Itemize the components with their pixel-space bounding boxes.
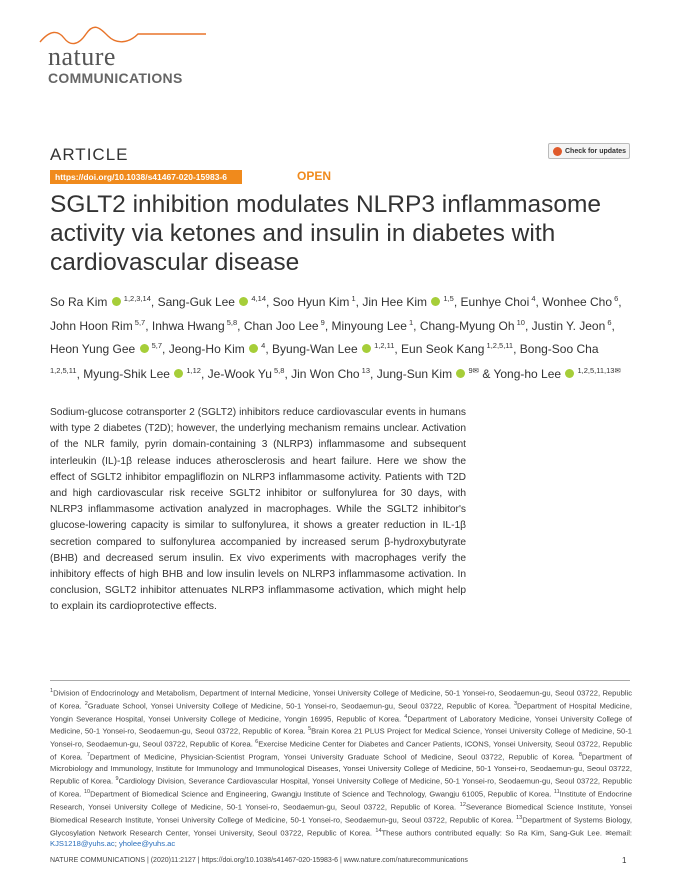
author-affiliation-sup: 6 xyxy=(605,317,612,327)
author xyxy=(50,319,145,333)
author-name: Eunhye Choi xyxy=(460,295,530,309)
author-affiliation-sup: 6 xyxy=(612,294,619,303)
affiliation-number: 8 xyxy=(578,752,582,759)
affiliation-text: Graduate School, Yonsei University College of Medicine, 50-1 Yonsei-ro, Seodaemun-gu, Seoul 03722, Republic of Korea. xyxy=(87,701,514,711)
orcid-icon[interactable] xyxy=(112,297,121,306)
affiliation-number: 6 xyxy=(255,739,259,746)
author xyxy=(158,295,266,309)
affiliation-number: 7 xyxy=(86,752,90,759)
article-type-label: ARTICLE xyxy=(50,145,129,164)
orcid-icon[interactable] xyxy=(140,344,149,353)
affiliation-number: 2 xyxy=(84,700,88,707)
affiliation-text: Department of Biomedical Science and Engineering, Gwangju Institute of Science and Technology, Gwangju 61005, Republic of Korea. xyxy=(90,789,554,799)
affiliation-text: Department of Hospital Medicine, Yongin Severance Hospital, Yonsei University College of Medicine, Yongin 16995, Republic of Korea. xyxy=(50,701,632,724)
author-affiliation-sup: 9✉ xyxy=(466,365,479,375)
affiliation-text: Institute of Endocrine Research, Yonsei University College of Medicine, 50-1 Yonsei-ro, Seodaemun-gu, Seoul 03722, Republic of Korea. xyxy=(50,789,632,812)
affiliation-number: 5 xyxy=(308,726,312,733)
author-affiliation-sup: 1 xyxy=(406,317,414,327)
page-number: 1 xyxy=(622,856,627,865)
author xyxy=(50,295,151,309)
author-affiliation-sup: 4,14 xyxy=(249,294,266,303)
author-affiliation-sup: 1,2,11 xyxy=(371,341,395,350)
check-updates-icon xyxy=(553,147,562,156)
orcid-icon[interactable] xyxy=(565,369,574,378)
orcid-icon[interactable] xyxy=(239,297,248,306)
logo-communications: COMMUNICATIONS xyxy=(48,70,183,86)
open-access-label: OPEN xyxy=(297,169,332,183)
affiliation-text: Exercise Medicine Center for Diabetes and Cancer Patients, ICONS, Yonsei University, Seoul 03722, Republic of Korea. xyxy=(50,739,632,762)
author-affiliation-sup: 5,7 xyxy=(149,341,163,350)
author-name: Chang-Myung Oh xyxy=(419,318,515,333)
affiliation-number: 11 xyxy=(553,789,560,796)
doi-link[interactable]: https://doi.org/10.1038/s41467-020-15983-6 xyxy=(50,170,242,184)
author-affiliation-sup: 4 xyxy=(529,294,536,303)
author-name: Jin Won Cho xyxy=(291,366,360,381)
check-updates-label: Check for updates xyxy=(565,147,627,155)
author-affiliation-sup: 9 xyxy=(318,317,325,327)
affiliation-number: 3 xyxy=(513,700,518,707)
author-name: Jeong-Ho Kim xyxy=(168,342,245,356)
author xyxy=(532,319,612,333)
affiliation-number: 13 xyxy=(516,814,523,821)
author xyxy=(169,342,266,356)
author xyxy=(461,295,536,309)
affiliation-number: 9 xyxy=(115,776,119,783)
affiliation-text: Cardiology Division, Severance Cardiovascular Hospital, Yonsei University College of Medicine, 50-1 Yonsei-ro, Seodaemun-gu, Seoul 03722, Republic of Korea. xyxy=(50,776,632,799)
author-name: Inhwa Hwang xyxy=(151,318,225,333)
orcid-icon[interactable] xyxy=(456,369,465,378)
author-affiliation-sup: 1,2,5,11,13✉ xyxy=(575,365,621,375)
affiliation-text: Severance Biomedical Science Institute, Yonsei Biomedical Research Institute, Yonsei University College of Medicine, 50-1 Yonsei-ro, Seodaemun-gu, Seoul 03722, Republic of Korea. xyxy=(50,802,632,825)
author-name: Justin Y. Jeon xyxy=(531,318,606,333)
author-name: Byung-Wan Lee xyxy=(272,342,358,356)
author xyxy=(291,367,370,381)
orcid-icon[interactable] xyxy=(174,369,183,378)
author-name: So Ra Kim xyxy=(50,295,108,309)
email-link-2[interactable]: yholee@yuhs.ac xyxy=(118,839,176,849)
author-name: Heon Yung Gee xyxy=(50,342,136,356)
author xyxy=(152,319,237,333)
author xyxy=(331,319,413,333)
author-affiliation-sup: 10 xyxy=(514,317,525,327)
affiliation-text: Brain Korea 21 PLUS Project for Medical Science, Yonsei University College of Medicine, 50-1 Yonsei-ro, Seodaemun-gu, Seoul 03722, Republic of Korea. xyxy=(50,727,632,749)
email-label: email: xyxy=(611,828,632,838)
author-affiliation-sup: 1 xyxy=(349,294,356,303)
author-affiliation-sup: 5,8 xyxy=(271,365,285,375)
author-name: John Hoon Rim xyxy=(50,318,133,333)
author-name: Jin Hee Kim xyxy=(362,295,427,309)
author xyxy=(244,319,325,333)
affiliation-number: 1 xyxy=(50,688,54,694)
author xyxy=(542,295,618,309)
author xyxy=(401,342,513,356)
author-affiliation-sup: 5,8 xyxy=(224,317,238,327)
affiliation-number: 12 xyxy=(459,801,466,808)
author-affiliation-sup: 1,2,3,14 xyxy=(121,294,151,303)
affiliation-text: Division of Endocrinology and Metabolism, Department of Internal Medicine, Yonsei University College of Medicine, 50-1 Yonsei-ro, Seodaemun-gu, Seoul 03722, Republic of Korea. xyxy=(50,688,632,711)
author xyxy=(273,295,356,309)
author-name: Eun Seok Kang xyxy=(401,342,485,356)
author-name: Chan Joo Lee xyxy=(243,318,319,333)
author-affiliation-sup: 13 xyxy=(359,365,371,375)
affiliation-text: Department of Laboratory Medicine, Yonsei University College of Medicine, 50-1 Yonsei-ro, Seodaemun-gu, Seoul 03722, Republic of Korea. xyxy=(50,714,632,737)
affiliation-text: These authors contributed equally: So Ra Kim, Sang-Guk Lee. xyxy=(381,828,606,838)
check-updates-button[interactable] xyxy=(548,143,630,159)
author-affiliation-sup: 1,12 xyxy=(184,365,201,375)
affiliation-text: Department of Systems Biology, Glycosylation Network Research Center, Yonsei University, Seoul 03722, Republic of Korea. xyxy=(50,815,632,838)
author xyxy=(50,342,162,356)
author-list: So Ra Kim $^{1,2,3,14}$, Sang-Guk Lee $^{4,14}$, Soo Hyun Kim $^1$, Jin Hee Kim $^{1,5}$, Eunhye Choi $^4$, Wonhee Cho $^6$, John Hoon Rim $^{5,7}$, Inhwa Hwang $^{5,8}$, Chan Joo Lee $^9$, Minyoung Lee $^1$, Chang-Myung Oh $^{10}$, Justin Y. Jeon $^6$, Heon Yung Gee $^{5,7}$, Jeong-Ho Kim $^4$, Byung-Wan Lee $^{1,2,11}$, Eun Seok Kang $^{1,2,5,11}$, Bong-Soo Cha $^{1,2,5,11}$, Myung-Shik Lee $^{1,12}$, Je-Wook Yu $^{5,8}$, Jin Won Cho $^{13}$, Jung-Sun Kim $^{9✉}$ & Yong-ho Lee $^{1,2,5,11,13✉}$ xyxy=(50,294,622,381)
affiliation-number: 4 xyxy=(404,713,408,720)
author-name: Je-Wook Yu xyxy=(207,366,272,381)
page-footer: NATURE COMMUNICATIONS | (2020)11:2127 | https://doi.org/10.1038/s41467-020-15983-6 | www.nature.com/naturecommunications xyxy=(50,857,468,864)
author xyxy=(272,342,394,356)
author-name: Jung-Sun Kim xyxy=(376,366,453,381)
author-affiliation-sup: 4 xyxy=(259,341,266,350)
author-name: Yong-ho Lee xyxy=(493,366,562,381)
author xyxy=(420,319,525,333)
article-title: SGLT2 inhibition modulates NLRP3 inflammasome activity via ketones and insulin in diabetes with cardiovascular disease xyxy=(50,191,602,276)
orcid-icon[interactable] xyxy=(362,344,371,353)
affiliation-number: 14 xyxy=(375,827,382,834)
affiliations-divider xyxy=(50,680,630,681)
author-affiliation-sup: 1,2,5,11 xyxy=(50,365,77,375)
affiliations: $^1$Division of Endocrinology and Metabolism, Department of Internal Medicine, Yonsei University College of Medicine, 50-1 Yonsei-ro, Seodaemun-gu, Seoul 03722, Republic of Korea. $^2$Graduate School, Yonsei University College of Medicine, 50-1 Yonsei-ro, Seodaemun-gu, Seoul 03722, Republic of Korea. $^3$Department of Hospital Medicine, Yongin Severance Hospital, Yonsei University College of Medicine, Yongin 16995, Republic of Korea. $^4$Department of Laboratory Medicine, Yonsei University College of Medicine, 50-1 Yonsei-ro, Seodaemun-gu, Seoul 03722, Republic of Korea. $^5$Brain Korea 21 PLUS Project for Medical Science, Yonsei University College of Medicine, 50-1 Yonsei-ro, Seodaemun-gu, Seoul 03722, Republic of Korea. $^6$Exercise Medicine Center for Diabetes and Cancer Patients, ICONS, Yonsei University, Seoul 03722, Republic of Korea. $^7$Department of Medicine, Physician-Scientist Program, Yonsei University Graduate School of Medicine, Seoul 03722, Republic of Korea. $^8$Department of Microbiology and Immunology, Institute for Immunology and Immunological Diseases, Yonsei University College of Medicine, 50-1 Yonsei-ro, Seodaemun-gu, Seoul 03722, Republic of Korea. $^9$Cardiology Division, Severance Cardiovascular Hospital, Yonsei University College of Medicine, 50-1 Yonsei-ro, Seodaemun-gu, Seoul 03722, Republic of Korea. $^{10}$Department of Biomedical Science and Engineering, Gwangju Institute of Science and Technology, Gwangju 61005, Republic of Korea. $^{11}$Institute of Endocrine Research, Yonsei University College of Medicine, 50-1 Yonsei-ro, Seodaemun-gu, Seoul 03722, Republic of Korea. $^{12}$Severance Biomedical Science Institute, Yonsei Biomedical Research Institute, Yonsei University College of Medicine, 50-1 Yonsei-ro, Seodaemun-gu, Seoul 03722, Republic of Korea. $^{13}$Department of Systems Biology, Glycosylation Network Research Center, Yonsei University, Seoul 03722, Republic of Korea. $^{14}$These authors contributed equally: So Ra Kim, Sang-Guk Lee. ✉email: KJS1218@yuhs.ac; yholee@yuhs.ac xyxy=(50,688,632,849)
affiliation-text: Department of Medicine, Physician-Scientist Program, Yonsei University Graduate School of Medicine, Seoul 03722, Republic of Korea. xyxy=(89,752,579,762)
author-affiliation-sup: 1,5 xyxy=(441,294,454,303)
author xyxy=(208,367,285,381)
affiliation-number: 10 xyxy=(83,789,91,796)
author-affiliation-sup: 5,7 xyxy=(132,317,146,327)
envelope-icon: ✉ xyxy=(605,828,612,838)
author xyxy=(83,367,201,381)
author-name: Myung-Shik Lee xyxy=(83,366,170,381)
author-name: Minyoung Lee xyxy=(331,318,407,333)
journal-logo xyxy=(38,26,208,86)
affiliation-text: Department of Microbiology and Immunology, Institute for Immunology and Immunological Diseases, Yonsei University College of Medicine, 50-1 Yonsei-ro, Seodaemun-gu, Seoul 03722, Republic of Korea. xyxy=(50,752,632,786)
author-name: Bong-Soo Cha xyxy=(519,342,599,356)
author-affiliation-sup: 1,2,5,11 xyxy=(484,341,514,350)
logo-nature: nature xyxy=(48,42,116,71)
author-name: Wonhee Cho xyxy=(542,295,613,309)
email-link-1[interactable]: KJS1218@yuhs.ac xyxy=(50,839,115,849)
author: & Yong-ho Lee $^{1,2,5,11,13✉}$ xyxy=(482,365,621,381)
orcid-icon[interactable] xyxy=(431,297,440,306)
author-name: Soo Hyun Kim xyxy=(272,295,350,309)
author xyxy=(377,367,479,381)
author-name: Sang-Guk Lee xyxy=(157,295,235,309)
orcid-icon[interactable] xyxy=(249,344,258,353)
author xyxy=(362,295,454,309)
abstract: Sodium-glucose cotransporter 2 (SGLT2) inhibitors reduce cardiovascular events in humans with type 2 diabetes (T2D); however, the underlying mechanism remains unclear. Activation of the NLR family, pyrin domain-containing 3 (NLRP3) inflammasome and subsequent interleukin (IL)-1β release induces atherosclerosis and heart failure. Here we show the effect of SGLT2 inhibitor empagliflozin on NLRP3 inflammasome activity. Patients with T2D and high cardiovascular risk receive SGLT2 inhibitor or sulfonylurea for 30 days, with NLRP3 inflammasome activation analyzed in macrophages. While the SGLT2 inhibitor's glucose-lowering capacity is similar to sulfonylurea, it shows a greater reduction in IL-1β secretion compared to sulfonylurea accompanied by increased serum β-hydroxybutyrate (BHB) and decreased serum insulin. Ex vivo experiments with macrophages verify the inhibitory effects of high BHB and low insulin levels on NLRP3 inflammasome activation. In conclusion, SGLT2 inhibitor attenuates NLRP3 inflammasome activation, which might help to explain its cardioprotective effects. xyxy=(50,407,466,613)
